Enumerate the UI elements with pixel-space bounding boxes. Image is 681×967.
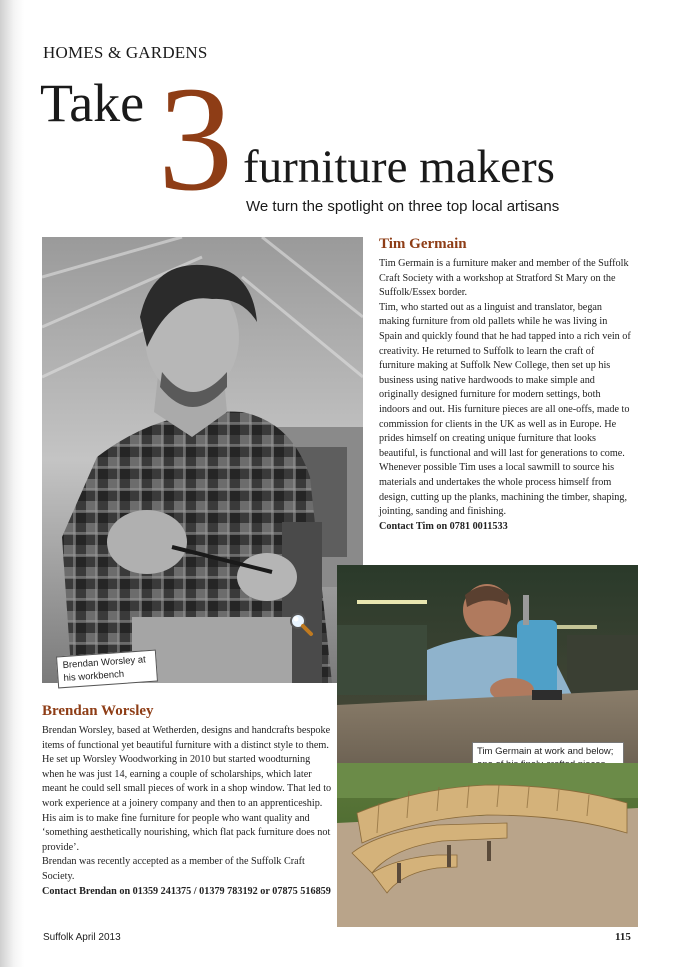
title-number: 3: [158, 56, 233, 222]
tim-germain-article: [379, 236, 631, 534]
title-take: Take: [40, 73, 145, 133]
tim-contact: Contact Tim on 0781 0011533: [379, 520, 508, 532]
page-number: 115: [615, 931, 631, 943]
tim-paragraph: Whenever possible Tim uses a local sawmill to source his materials and undertakes the whole process himself from design, cutting up the planks, machining the timber, shaping, jointing, sanding and finishing.: [379, 462, 628, 518]
brendan-worsley-article: [42, 703, 334, 899]
brendan-contact: Contact Brendan on 01359 241375 / 01379 783192 or 07875 516859: [42, 885, 331, 897]
caption-tim-work: Tim Germain at work and below;: [472, 742, 624, 774]
workshop-photo-bw: [42, 237, 363, 683]
tim-paragraph: Tim Germain is a furniture maker and member of the Suffolk Craft Society with a workshop at Stratford St Mary on the Suffolk/Essex border.: [379, 258, 629, 299]
brendan-heading: Brendan Worsley: [42, 703, 154, 719]
brendan-paragraph: Brendan Worsley, based at Wetherden, designs and handcrafts bespoke items of functional yet beautiful furniture with a distinct style to them. He set up Worsley Woodworking in 2010 but started woodturning when he was just 14, earning a couple of scholarships, which later meant he could sell small pieces of work in a shop window. That led to work experience at a joinery company and then to an apprenticeship. His aim is to make fine furniture for people who want quality and ‘something aesthetically nourishing, which flat pack furniture does not provide’.: [42, 725, 332, 853]
tim-paragraph: Tim, who started out as a linguist and translator, began making furniture from old pallets while he was living in Spain and quickly found that he had tapped into a rich vein of creativity. He returned to Suffolk to learn the craft of furniture making at Suffolk New College, then set up his business using native hardwoods to make simple and originally designed furniture for modern settings, both indoors and out. His furniture pieces are all one-offs, made to commission for clients in the UK as well as in Europe. He prides himself on creating unique furniture that looks beautiful, is functional and will last for generations to come.: [379, 301, 631, 459]
section-label: HOMES & GARDENS: [43, 43, 208, 62]
workshop-router-photo: [337, 565, 638, 763]
tim-heading: Tim Germain: [379, 236, 467, 252]
magnifier-icon[interactable]: [288, 611, 314, 637]
subtitle: We turn the spotlight on three top local artisans: [246, 198, 560, 215]
brendan-paragraph: Brendan was recently accepted as a member of the Suffolk Craft Society.: [42, 856, 305, 882]
footer-issue: Suffolk April 2013: [43, 932, 121, 943]
title-rest: furniture makers: [243, 141, 555, 193]
caption-workbench: Brendan Worsley at his workbench: [56, 650, 158, 689]
curved-bench-photo: [337, 763, 638, 927]
